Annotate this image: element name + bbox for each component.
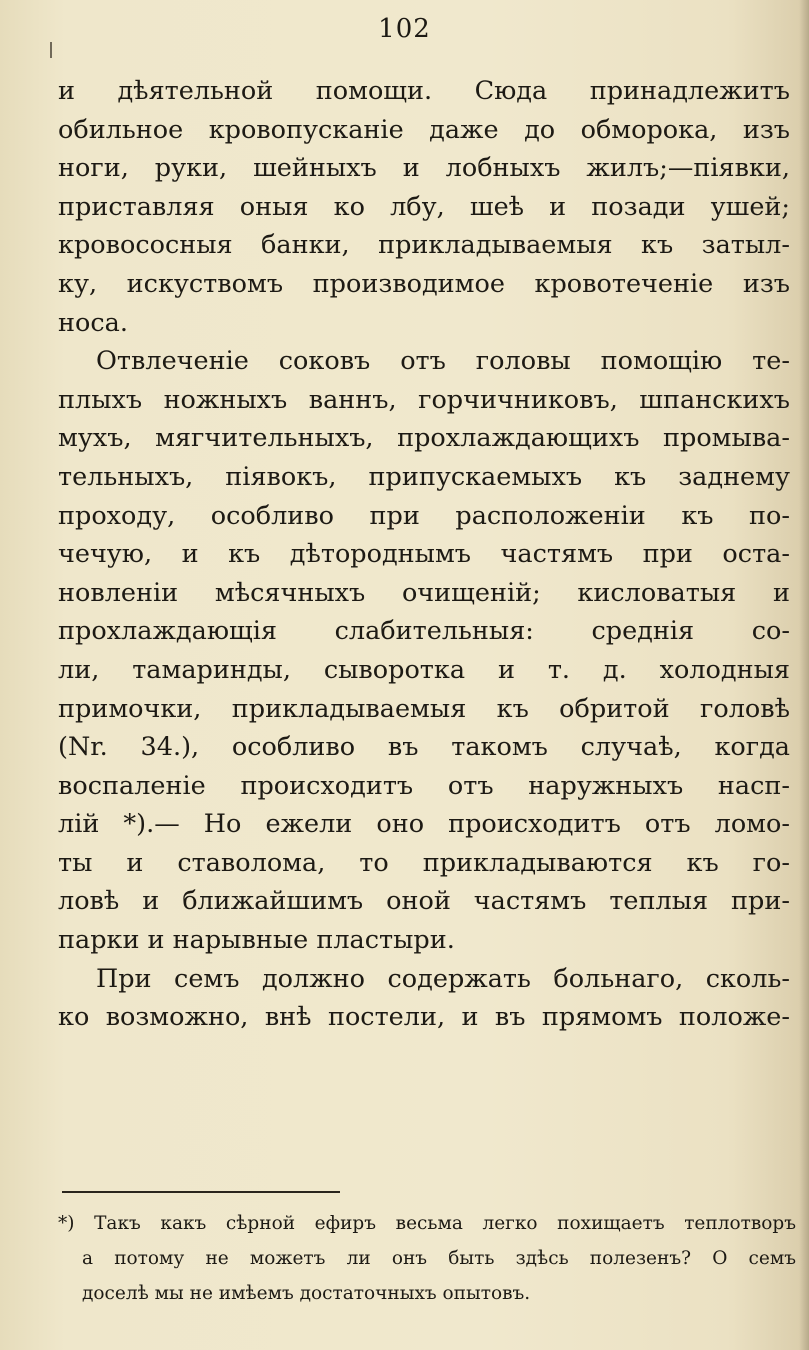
footnote-line: доселѣ мы не имѣемъ достаточныхъ опытовъ. bbox=[82, 1283, 531, 1304]
text-line: приставляя оныя ко лбу, шеѣ и позади ушей; bbox=[58, 191, 790, 222]
text-line: (Nr. 34.), особливо въ такомъ случаѣ, когда bbox=[58, 732, 790, 763]
text-line: ли, тамаринды, сыворотка и т. д. холодныя bbox=[58, 654, 790, 685]
text-line: парки и нарывные пластыри. bbox=[58, 925, 455, 956]
text-line: тельныхъ, піявокъ, припускаемыхъ къ заднему bbox=[58, 461, 790, 492]
text-line: лій *).— Но ежели оно происходитъ отъ ломо- bbox=[58, 809, 790, 840]
text-line: ноги, руки, шейныхъ и лобныхъ жилъ;—піявки, bbox=[58, 153, 790, 184]
paragraph-start-line: При семъ должно содержать больнаго, сколь- bbox=[96, 963, 790, 994]
footnote bbox=[58, 1206, 796, 1311]
page-edge-shadow bbox=[799, 0, 809, 1350]
text-line: кровососныя банки, прикладываемыя къ затыл- bbox=[58, 230, 790, 261]
footnote-line: *) Такъ какъ сѣрной ефиръ весьма легко похищаетъ теплотворъ bbox=[58, 1213, 796, 1234]
page-number: 102 bbox=[378, 14, 431, 44]
text-line: мухъ, мягчительныхъ, прохлаждающихъ промыва- bbox=[58, 423, 790, 454]
text-line: носа. bbox=[58, 307, 128, 338]
footnote-divider bbox=[62, 1191, 340, 1193]
body-text bbox=[58, 72, 790, 1037]
text-line: прохлаждающія слабительныя: среднія со- bbox=[58, 616, 790, 647]
text-line: обильное кровопусканіе даже до обморока, изъ bbox=[58, 114, 790, 145]
text-line: ко возможно, внѣ постели, и въ прямомъ положе- bbox=[58, 1002, 790, 1033]
text-line: проходу, особливо при расположеніи къ по- bbox=[58, 500, 790, 531]
text-line: новленіи мѣсячныхъ очищеній; кисловатыя и bbox=[58, 577, 790, 608]
footnote-line: а потому не можетъ ли онъ быть здѣсь полезенъ? О семъ bbox=[82, 1248, 796, 1269]
text-line: и дѣятельной помощи. Сюда принадлежитъ bbox=[58, 76, 790, 106]
text-line: ты и ставолома, то прикладываются къ го- bbox=[58, 847, 790, 878]
text-line: примочки, прикладываемыя къ обритой головѣ bbox=[58, 693, 790, 724]
text-line: плыхъ ножныхъ ваннъ, горчичниковъ, шпанскихъ bbox=[58, 384, 790, 415]
text-line: ловѣ и ближайшимъ оной частямъ теплыя при- bbox=[58, 886, 790, 917]
margin-mark bbox=[50, 42, 52, 58]
paragraph-start-line: Отвлеченіе соковъ отъ головы помощію те- bbox=[96, 346, 790, 377]
text-line: воспаленіе происходитъ отъ наружныхъ насп- bbox=[58, 770, 790, 801]
text-line: чечую, и къ дѣтороднымъ частямъ при оста- bbox=[58, 539, 790, 570]
text-line: ку, искуствомъ производимое кровотеченіе изъ bbox=[58, 268, 790, 299]
